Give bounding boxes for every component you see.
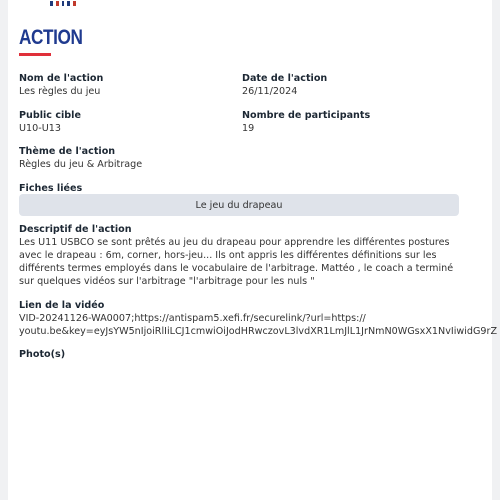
description-line: différents termes employés dans le vocabulaire de l'arbitrage. Mattéo , le coach a terminé (19, 263, 454, 274)
participants-value: 19 (242, 123, 255, 134)
target-audience-value: U10-U13 (19, 123, 61, 134)
action-name-field (19, 72, 103, 98)
action-name-value: Les règles du jeu (19, 86, 101, 97)
photos-field (19, 348, 65, 361)
description-line: Les U11 USBCO se sont prêtés au jeu du drapeau pour apprendre les différentes postures (19, 237, 450, 248)
action-date-label: Date de l'action (242, 73, 328, 84)
photos-label: Photo(s) (19, 349, 66, 360)
participants-field (242, 109, 370, 135)
video-link-line[interactable]: VID-20241126-WA0007;https://antispam5.xefi.fr/securelink/?url=https:// (19, 313, 366, 324)
action-name-label: Nom de l'action (19, 73, 104, 84)
linked-sheet-button[interactable]: Le jeu du drapeau (19, 194, 459, 216)
description-label: Descriptif de l'action (19, 224, 132, 235)
theme-field (19, 145, 142, 171)
target-audience-field (19, 109, 81, 135)
title-underline (19, 53, 51, 56)
linked-sheets-label: Fiches liées (19, 183, 83, 194)
page-title: ACTION (19, 26, 83, 49)
participants-label: Nombre de participants (242, 110, 371, 121)
video-link-line[interactable]: youtu.be&key=eyJsYW5nIjoiRlIiLCJ1cmwiOiJodHRwczovL3lvdXR1LmJlL1JrNmN0WGsxX1NvIiwidG9rZ (19, 326, 498, 337)
club-logo (50, 0, 76, 6)
video-link-label: Lien de la vidéo (19, 300, 105, 311)
action-date-value: 26/11/2024 (242, 86, 298, 97)
video-link-field (19, 299, 500, 338)
target-audience-label: Public cible (19, 110, 81, 121)
theme-value: Règles du jeu & Arbitrage (19, 159, 143, 170)
theme-label: Thème de l'action (19, 146, 116, 157)
description-field (19, 223, 459, 288)
action-date-field (242, 72, 327, 98)
description-line: avec le drapeau : 6m, corner, hors-jeu... Ils ont appris les différentes définitions sur les (19, 250, 437, 261)
description-line: sur quelques vidéos sur l'arbitrage "l'arbitrage pour les nuls " (19, 276, 315, 287)
